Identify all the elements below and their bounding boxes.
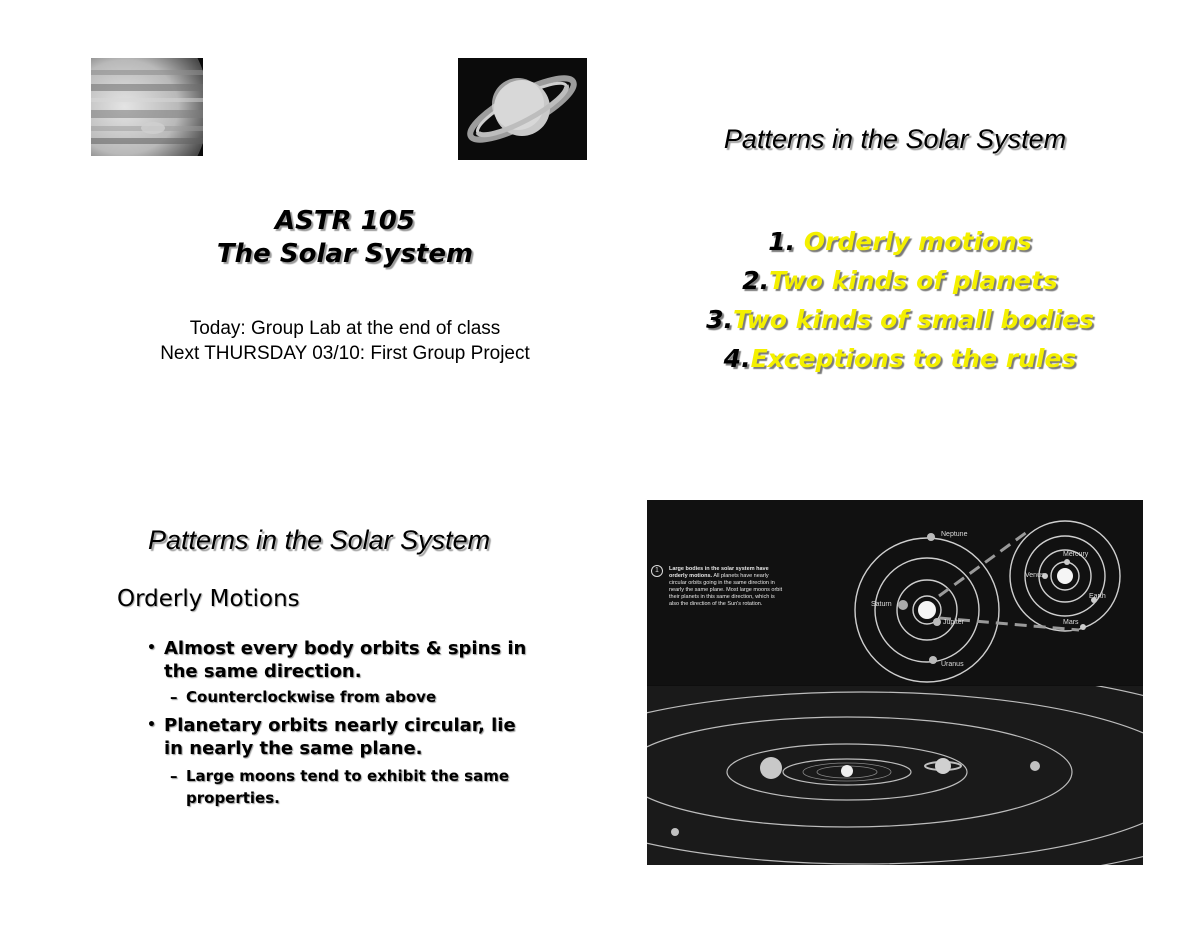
uranus-marker	[929, 656, 937, 664]
item-number: 1.	[768, 227, 796, 256]
bullet-marker: •	[147, 717, 156, 733]
saturn-photo	[458, 58, 587, 160]
item-number: 3.	[706, 305, 734, 334]
course-code: ASTR 105	[275, 206, 415, 236]
bullet-marker: –	[170, 688, 178, 706]
bullet-text: Planetary orbits nearly circular, lie in nearly the same plane.	[164, 715, 516, 759]
item-number: 2.	[742, 266, 770, 295]
caption-rest: All planets have nearly circular orbits going in the same direction in nearly the same plane. Most large moons orbit their planets in this same direction, which is also the direction of the Sun's rotation.	[669, 573, 783, 607]
mars-marker	[1080, 624, 1086, 630]
saturn-marker	[898, 600, 908, 610]
mercury-marker	[1064, 559, 1070, 565]
pattern-item-3	[600, 300, 1200, 339]
sub-bullet-1	[170, 688, 550, 707]
item-text: Two kinds of planets	[769, 266, 1058, 295]
uranus-label: Uranus	[941, 661, 964, 668]
item-text: Orderly motions	[795, 227, 1032, 256]
course-title: The Solar System	[216, 239, 474, 269]
slide-title: Patterns in the Solar System	[148, 525, 491, 555]
orbit-diagram	[647, 500, 1143, 685]
neptune-globe	[671, 828, 679, 836]
bullet-text: Counterclockwise from above	[186, 688, 437, 706]
neptune-marker	[927, 533, 935, 541]
item-number: 4.	[723, 344, 751, 373]
slide-1	[0, 0, 600, 460]
saturn-label: Saturn	[871, 601, 892, 608]
next-thursday-note: Next THURSDAY 03/10: First Group Project	[160, 343, 530, 364]
jupiter-label: Jupiter	[943, 619, 965, 626]
pattern-item-1	[600, 222, 1200, 261]
bullet-text: Almost every body orbits & spins in the same direction.	[164, 638, 527, 682]
venus-label: Venus	[1025, 572, 1045, 579]
caption-bold: Large bodies in the solar system have orderly motions.	[669, 566, 769, 579]
slide-subtitle: Orderly Motions	[117, 586, 300, 612]
jupiter-photo	[91, 58, 203, 156]
uranus-globe	[1030, 761, 1040, 771]
pattern-item-4	[600, 339, 1200, 378]
pattern-item-2	[600, 261, 1200, 300]
bottom-perspective-panel	[647, 686, 1143, 865]
sun-icon-inner	[1057, 568, 1073, 584]
jupiter-marker	[933, 618, 941, 626]
bullet-marker: –	[170, 767, 178, 785]
earth-label: Earth	[1089, 593, 1106, 600]
item-text: Two kinds of small bodies	[733, 305, 1094, 334]
slide-title: Patterns in the Solar System	[723, 124, 1067, 154]
jupiter-image	[91, 58, 203, 156]
bullet-1	[147, 637, 547, 683]
saturn-image	[458, 58, 587, 160]
item-text: Exceptions to the rules	[750, 344, 1077, 373]
jupiter-globe	[760, 757, 782, 779]
slide-2	[600, 0, 1200, 460]
pattern-list	[600, 222, 1200, 378]
perspective-orbits	[647, 686, 1143, 865]
top-diagram-panel	[647, 500, 1143, 685]
bullet-text: Large moons tend to exhibit the same properties.	[186, 767, 509, 807]
mars-label: Mars	[1063, 619, 1079, 626]
bullet-marker: •	[147, 640, 156, 656]
slide-3	[0, 460, 600, 927]
sub-bullet-2	[170, 765, 550, 809]
sun-icon	[918, 601, 936, 619]
caption-number: 1	[651, 565, 663, 577]
neptune-label: Neptune	[941, 531, 968, 538]
orderly-motions-illustration	[647, 500, 1143, 865]
today-note: Today: Group Lab at the end of class	[189, 318, 501, 339]
mercury-label: Mercury	[1063, 551, 1089, 558]
bullet-2	[147, 714, 547, 760]
